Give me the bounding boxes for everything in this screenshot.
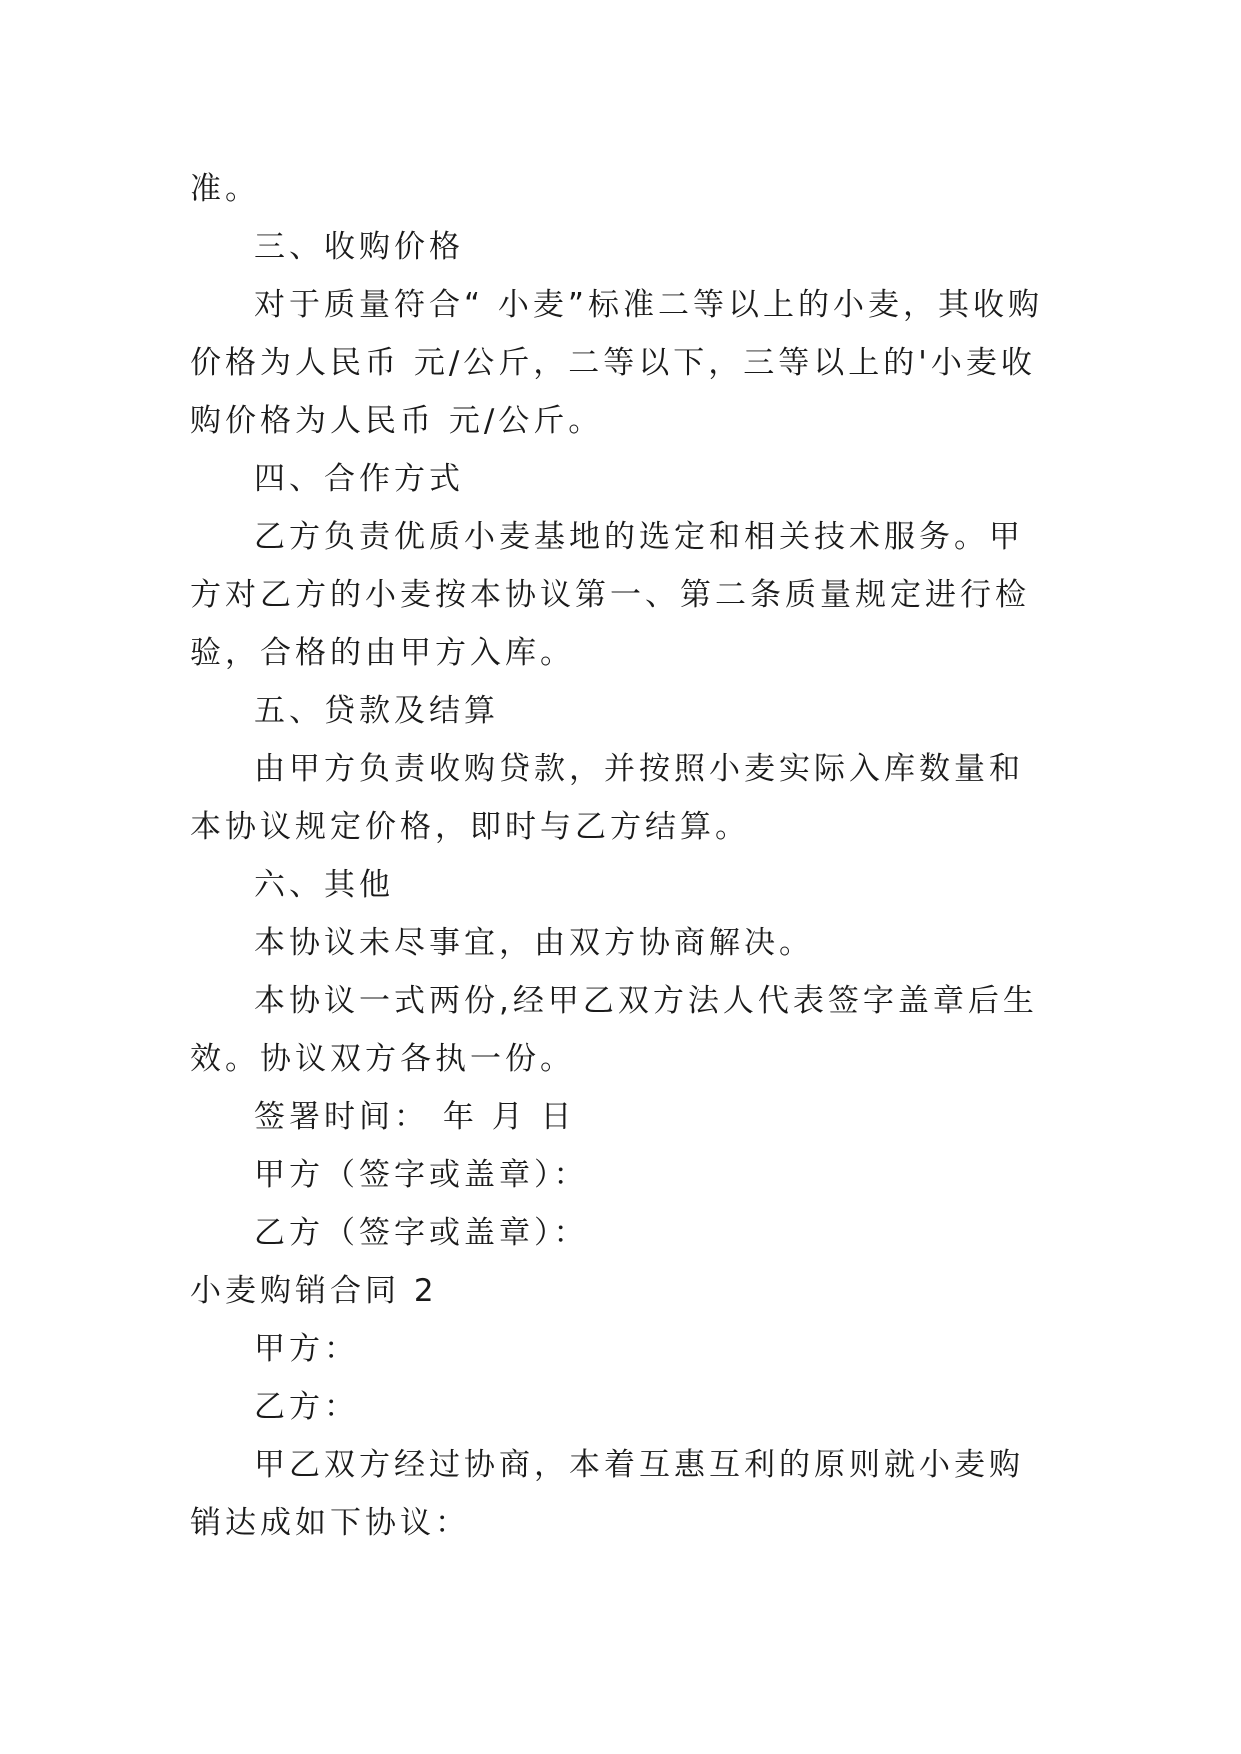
section-heading-cooperation: 四、合作方式 bbox=[254, 461, 464, 497]
paragraph-settlement: 由甲方负责收购贷款，并按照小麦实际入库数量和本协议规定价格，即时与乙方结算。 bbox=[190, 751, 1024, 845]
paragraph-cooperation: 乙方负责优质小麦基地的选定和相关技术服务。甲方对乙方的小麦按本协议第一、第二条质量规定进行检验，合格的由甲方入库。 bbox=[190, 519, 1030, 671]
party-b-signature: 乙方（签字或盖章）： bbox=[254, 1215, 589, 1251]
paragraph-agreement-intro: 甲乙双方经过协商，本着互惠互利的原则就小麦购销达成如下协议： bbox=[190, 1447, 1024, 1541]
paragraph-copies: 本协议一式两份,经甲乙双方法人代表签字盖章后生效。协议双方各执一份。 bbox=[190, 983, 1038, 1077]
party-b-label: 乙方： bbox=[254, 1389, 359, 1425]
signing-date: 签署时间： 年 月 日 bbox=[254, 1099, 576, 1135]
section-heading-settlement: 五、贷款及结算 bbox=[254, 693, 499, 729]
party-a-signature: 甲方（签字或盖章）： bbox=[254, 1157, 589, 1193]
paragraph-other: 本协议未尽事宜，由双方协商解决。 bbox=[254, 925, 814, 961]
contract-title-2: 小麦购销合同 2 bbox=[190, 1273, 438, 1309]
paragraph-price: 对于质量符合“ 小麦”标准二等以上的小麦，其收购价格为人民币 元/公斤，二等以下，三等以上的'小麦收购价格为人民币 元/公斤。 bbox=[190, 287, 1043, 439]
paragraph-continuation: 准。 bbox=[190, 171, 260, 207]
document-body bbox=[190, 160, 1056, 1552]
section-heading-price: 三、收购价格 bbox=[254, 229, 464, 265]
party-a-label: 甲方： bbox=[254, 1331, 359, 1367]
section-heading-other: 六、其他 bbox=[254, 867, 394, 903]
